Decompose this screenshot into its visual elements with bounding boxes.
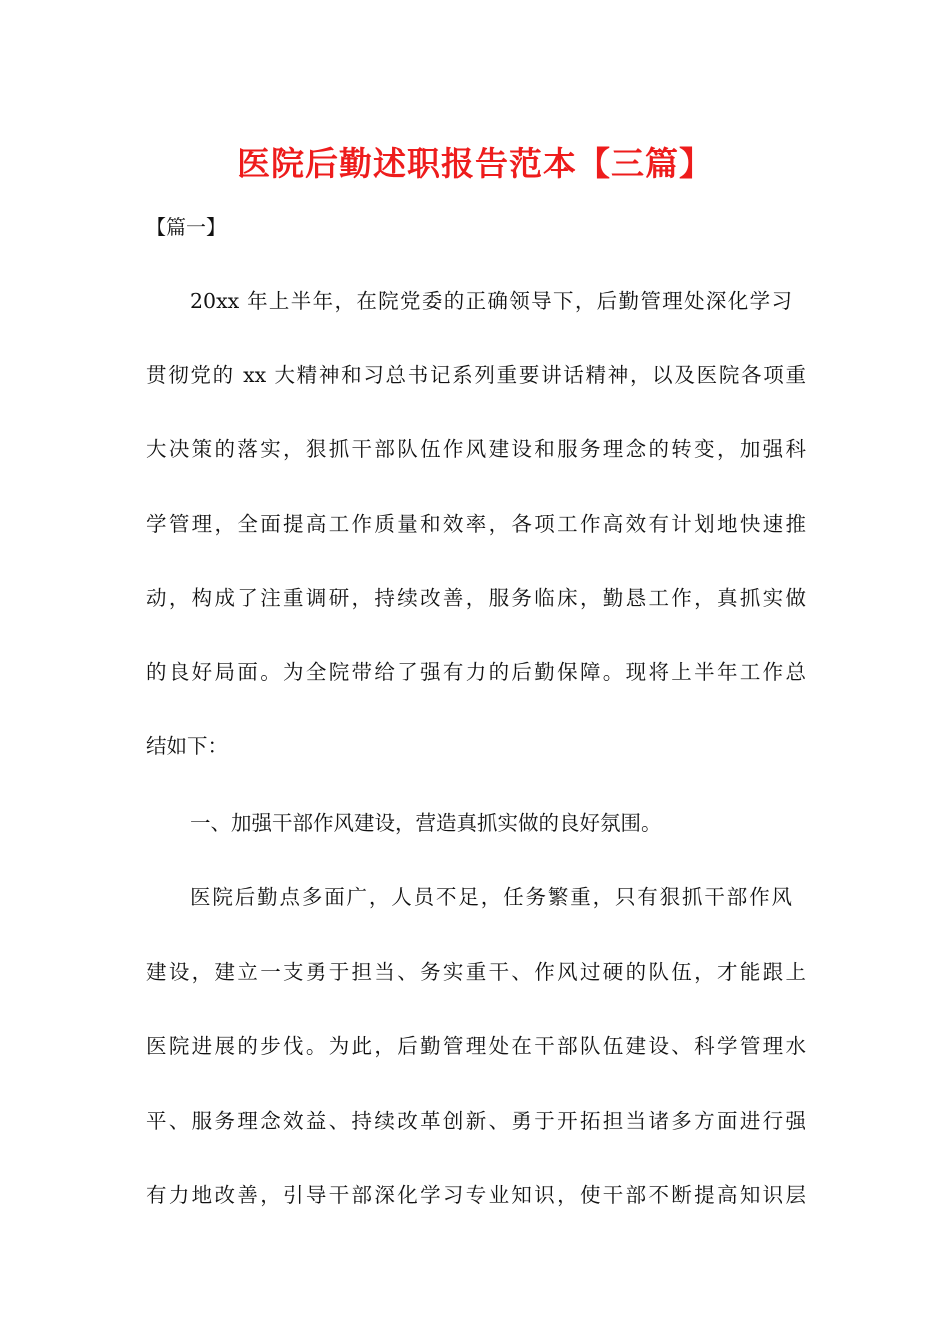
section-heading: 一、加强干部作风建设，营造真抓实做的良好氛围。 — [190, 811, 662, 835]
paragraph-line: 建设，建立一支勇于担当、务实重干、作风过硬的队伍，才能跟上 — [146, 960, 806, 984]
section-label: 【篇一】 — [146, 215, 226, 239]
document-title: 医院后勤述职报告范本【三篇】 — [237, 144, 713, 183]
paragraph-line: 20xx 年上半年，在院党委的正确领导下，后勤管理处深化学习 — [190, 289, 792, 313]
paragraph-line: 平、服务理念效益、持续改革创新、勇于开拓担当诸多方面进行强 — [146, 1109, 806, 1133]
paragraph-line: 大决策的落实，狠抓干部队伍作风建设和服务理念的转变，加强科 — [146, 437, 806, 461]
paragraph-line: 结如下： — [146, 734, 228, 758]
paragraph-line: 医院后勤点多面广，人员不足，任务繁重，只有狠抓干部作风 — [190, 885, 792, 909]
paragraph-line: 学管理，全面提高工作质量和效率，各项工作高效有计划地快速推 — [146, 512, 806, 536]
paragraph-line: 医院进展的步伐。为此，后勤管理处在干部队伍建设、科学管理水 — [146, 1034, 806, 1058]
paragraph-line: 的良好局面。为全院带给了强有力的后勤保障。现将上半年工作总 — [146, 660, 806, 684]
paragraph-line: 动，构成了注重调研，持续改善，服务临床，勤恳工作，真抓实做 — [146, 586, 806, 610]
paragraph-line: 贯彻党的 xx 大精神和习总书记系列重要讲话精神，以及医院各项重 — [146, 363, 806, 387]
paragraph-line: 有力地改善，引导干部深化学习专业知识，使干部不断提高知识层 — [146, 1183, 806, 1207]
